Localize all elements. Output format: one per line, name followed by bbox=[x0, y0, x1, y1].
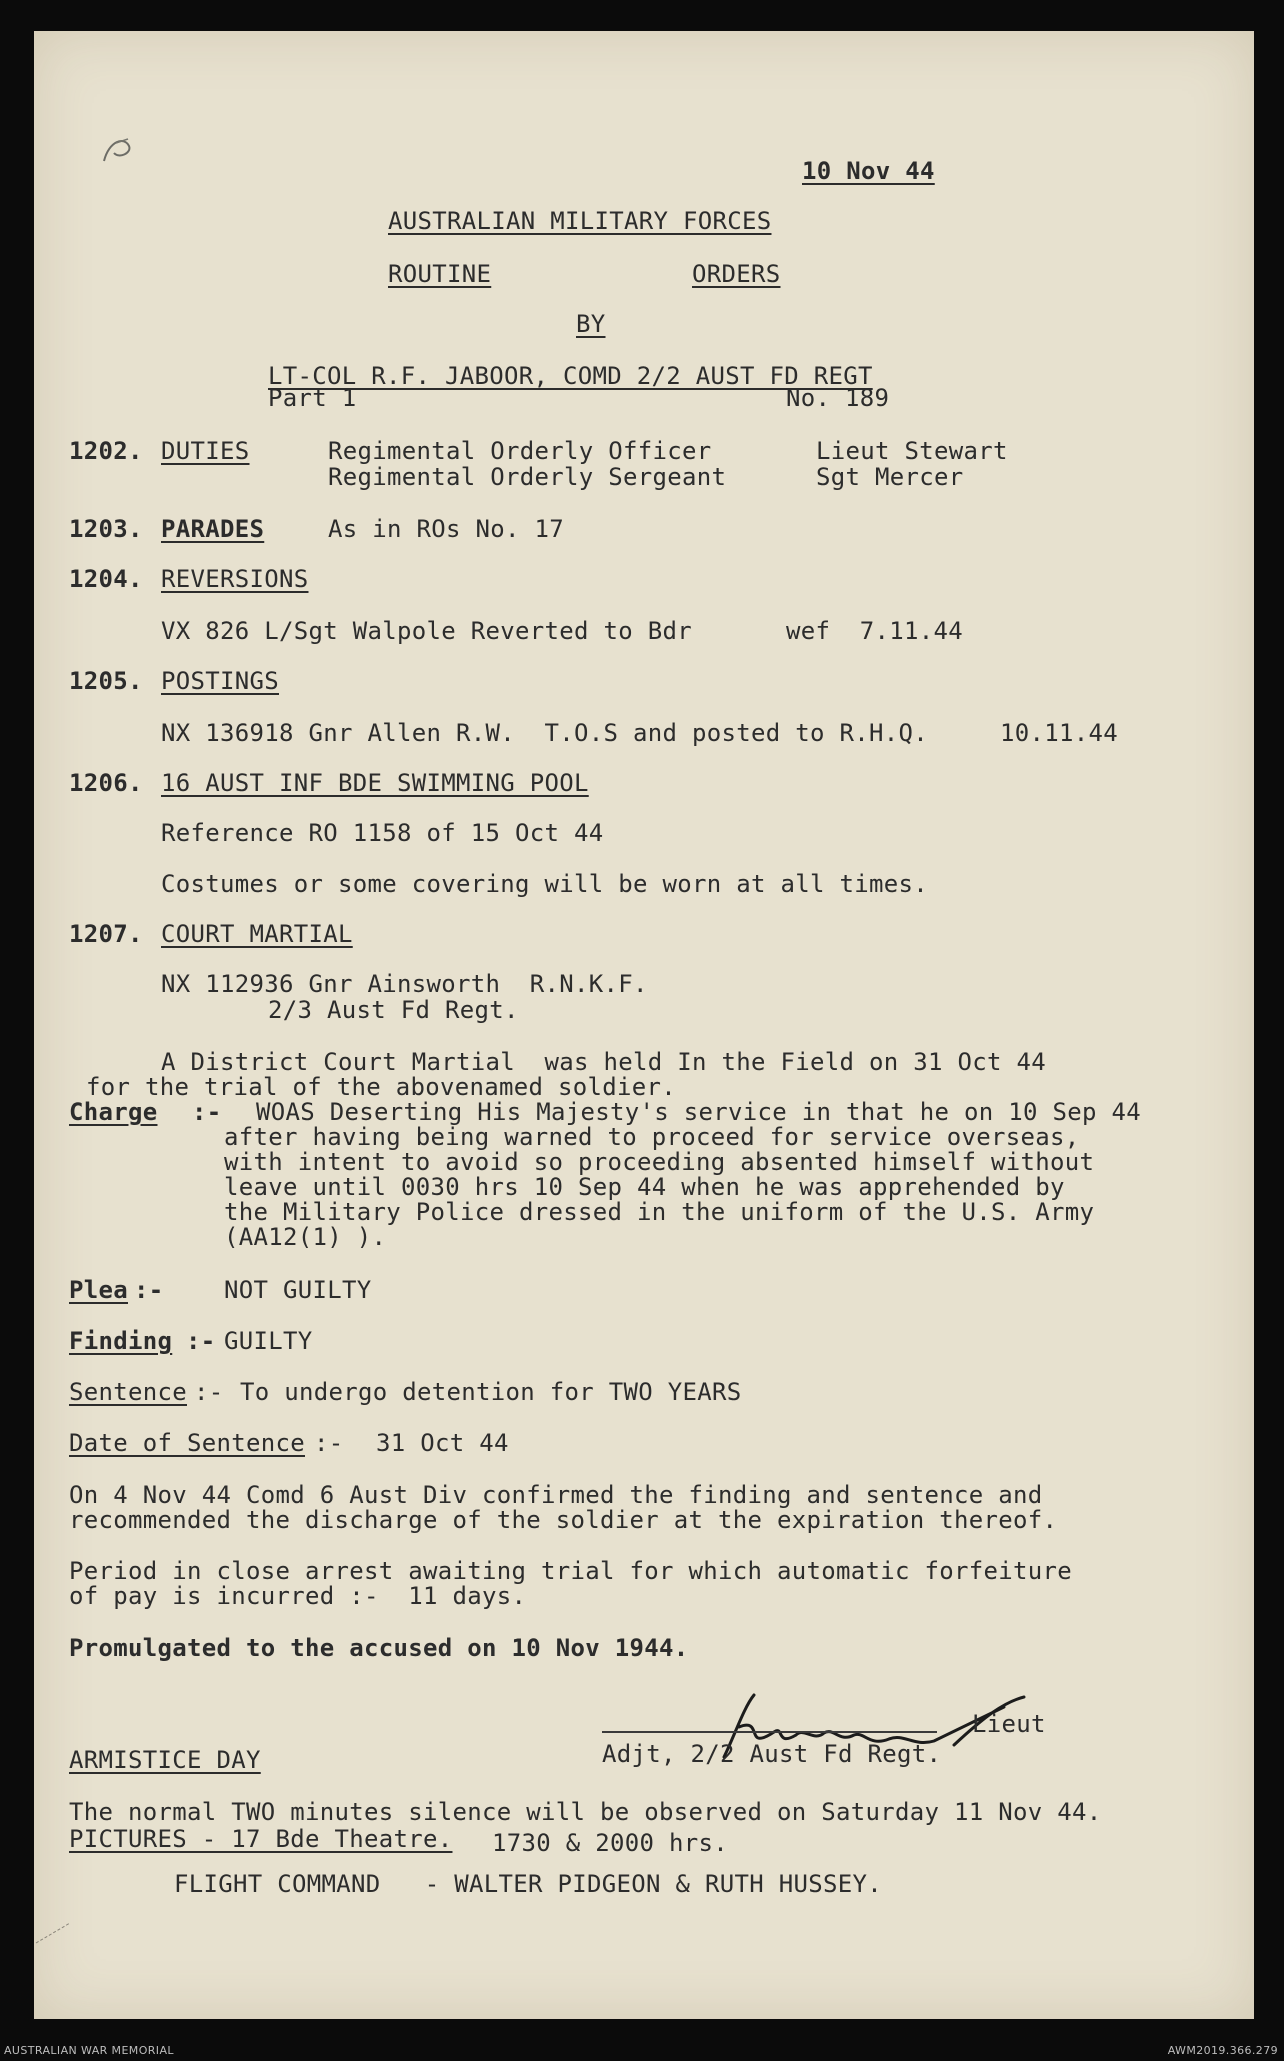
charge-separator: :- bbox=[192, 1098, 222, 1126]
reversions-heading: REVERSIONS bbox=[161, 565, 309, 593]
signature-rank: Lieut bbox=[972, 1710, 1046, 1738]
item-number-court-martial: 1207. bbox=[69, 920, 143, 948]
charge-label: Charge bbox=[69, 1098, 158, 1126]
finding-separator: :- bbox=[186, 1327, 216, 1355]
confirmation-line-2: recommended the discharge of the soldier at the expiration thereof. bbox=[69, 1506, 1058, 1534]
document-page bbox=[34, 31, 1254, 2019]
footer-reference: AWM2019.366.279 bbox=[1167, 2044, 1278, 2057]
date-of-sentence-separator: :- bbox=[314, 1429, 344, 1457]
armistice-text: The normal TWO minutes silence will be observed on Saturday 11 Nov 44. bbox=[69, 1798, 1102, 1826]
plea-label: Plea bbox=[69, 1276, 128, 1304]
swimming-text: Costumes or some covering will be worn at all times. bbox=[161, 870, 928, 898]
footer-source: AUSTRALIAN WAR MEMORIAL bbox=[4, 2044, 174, 2057]
pictures-film: FLIGHT COMMAND - WALTER PIDGEON & RUTH HUSSEY. bbox=[174, 1870, 882, 1898]
charge-line-2: after having being warned to proceed for service overseas, bbox=[224, 1123, 1080, 1151]
document-date: 10 Nov 44 bbox=[802, 157, 935, 185]
swimming-heading: 16 AUST INF BDE SWIMMING POOL bbox=[161, 769, 589, 797]
orders-label: ORDERS bbox=[692, 260, 781, 288]
swimming-reference: Reference RO 1158 of 15 Oct 44 bbox=[161, 819, 604, 847]
court-martial-intro-2: for the trial of the abovenamed soldier. bbox=[86, 1073, 676, 1101]
charge-line-6: (AA12(1) ). bbox=[224, 1223, 387, 1251]
plea-value: NOT GUILTY bbox=[224, 1276, 372, 1304]
pictures-heading: PICTURES - 17 Bde Theatre. bbox=[69, 1825, 453, 1853]
armistice-heading: ARMISTICE DAY bbox=[69, 1746, 261, 1774]
duties-role-2: Regimental Orderly Sergeant bbox=[328, 463, 727, 491]
date-of-sentence-value: 31 Oct 44 bbox=[376, 1429, 509, 1457]
finding-value: GUILTY bbox=[224, 1327, 313, 1355]
court-martial-soldier-1: NX 112936 Gnr Ainsworth R.N.K.F. bbox=[161, 970, 648, 998]
arrest-period-line-1: Period in close arrest awaiting trial for which automatic forfeiture bbox=[69, 1557, 1072, 1585]
routine-label: ROUTINE bbox=[388, 260, 492, 288]
arrest-period-line-2: of pay is incurred :- 11 days. bbox=[69, 1582, 527, 1610]
charge-line-3: with intent to avoid so proceeding absented himself without bbox=[224, 1148, 1095, 1176]
date-of-sentence-label: Date of Sentence bbox=[69, 1429, 305, 1457]
confirmation-line-1: On 4 Nov 44 Comd 6 Aust Div confirmed the finding and sentence and bbox=[69, 1481, 1043, 1509]
commander-line: LT-COL R.F. JABOOR, COMD 2/2 AUST FD REGT bbox=[268, 362, 873, 390]
item-number-duties: 1202. bbox=[69, 437, 143, 465]
part-label: Part 1 bbox=[268, 384, 357, 412]
item-number-reversions: 1204. bbox=[69, 565, 143, 593]
duties-role-1: Regimental Orderly Officer bbox=[328, 437, 712, 465]
court-martial-heading: COURT MARTIAL bbox=[161, 920, 353, 948]
parades-text: As in ROs No. 17 bbox=[328, 515, 564, 543]
court-martial-soldier-2: 2/3 Aust Fd Regt. bbox=[268, 996, 519, 1024]
charge-line-1: WOAS Deserting His Majesty's service in that he on 10 Sep 44 bbox=[256, 1098, 1141, 1126]
court-martial-intro-1: A District Court Martial was held In the Field on 31 Oct 44 bbox=[161, 1048, 1046, 1076]
pencil-mark bbox=[94, 131, 144, 171]
signature-title: Adjt, 2/2 Aust Fd Regt. bbox=[602, 1740, 942, 1768]
by-label: BY bbox=[576, 310, 606, 338]
finding-label: Finding bbox=[69, 1327, 173, 1355]
sentence-label: Sentence bbox=[69, 1378, 187, 1406]
postings-date: 10.11.44 bbox=[1000, 719, 1118, 747]
reversions-wef: wef 7.11.44 bbox=[786, 617, 963, 645]
plea-separator: :- bbox=[134, 1276, 164, 1304]
reversions-text: VX 826 L/Sgt Walpole Reverted to Bdr bbox=[161, 617, 692, 645]
margin-mark bbox=[34, 1917, 84, 1947]
duties-heading: DUTIES bbox=[161, 437, 250, 465]
item-number-parades: 1203. bbox=[69, 515, 143, 543]
parades-heading: PARADES bbox=[161, 515, 265, 543]
charge-line-5: the Military Police dressed in the uniform of the U.S. Army bbox=[224, 1198, 1095, 1226]
postings-text: NX 136918 Gnr Allen R.W. T.O.S and posted to R.H.Q. bbox=[161, 719, 928, 747]
postings-heading: POSTINGS bbox=[161, 667, 279, 695]
signature-line bbox=[602, 1731, 937, 1733]
pictures-times: 1730 & 2000 hrs. bbox=[492, 1829, 728, 1857]
order-number: No. 189 bbox=[786, 384, 890, 412]
sentence-value: To undergo detention for TWO YEARS bbox=[240, 1378, 742, 1406]
promulgated-line: Promulgated to the accused on 10 Nov 1944. bbox=[69, 1634, 689, 1662]
document-title: AUSTRALIAN MILITARY FORCES bbox=[388, 207, 772, 235]
duties-name-2: Sgt Mercer bbox=[816, 463, 964, 491]
sentence-separator: :- bbox=[194, 1378, 224, 1406]
duties-name-1: Lieut Stewart bbox=[816, 437, 1008, 465]
charge-line-4: leave until 0030 hrs 10 Sep 44 when he was apprehended by bbox=[224, 1173, 1065, 1201]
item-number-swimming: 1206. bbox=[69, 769, 143, 797]
item-number-postings: 1205. bbox=[69, 667, 143, 695]
